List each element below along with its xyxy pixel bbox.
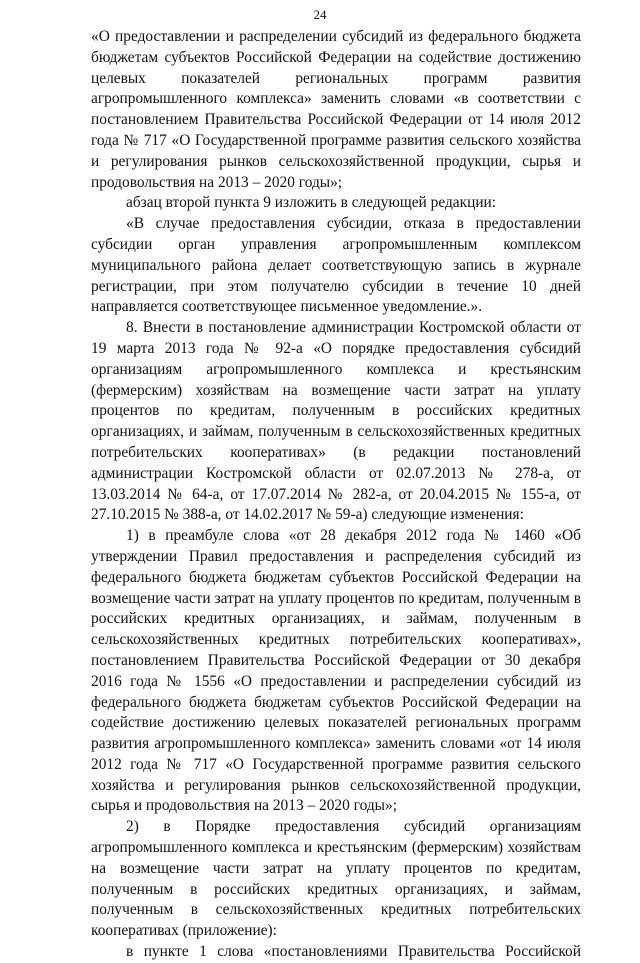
paragraph-subitem-1: 1) в преамбуле слова «от 28 декабря 2012 года № 1460 «Об утверждении Правил предоставления и распределения субсидий из федерального бюджета бюджетам субъектов Российской Федерации на возмещение части затрат на уплату процентов по кредитам, полученным в российских кредитных организациях, и займам, полученным в сельскохозяйственных кредитных потребительских кооперативах», постановлением Правительства Российской Федерации от 30 декабря 2016 года № 1556 «О предоставлении и распределении субсидий из федерального бюджета бюджетам субъектов Российской Федерации на содействие достижению целевых показателей региональных программ развития агропромышленного комплекса» заменить словами «от 14 июля 2012 года № 717 «О Государственной программе развития сельского хозяйства и регулирования рынков сельскохозяйственной продукции, сырья и продовольствия на 2013 – 2020 годы»; (91, 527, 581, 815)
paragraph-item-9-abzac: абзац второй пункта 9 изложить в следующей редакции: (126, 194, 497, 212)
paragraph-item-8: 8. Внести в постановление администрации Костромской области от 19 марта 2013 года № 92-а «О порядке предоставления субсидий организациям агропромышленного комплекса и крестьянским (фермерским) хозяйствам на возмещение части затрат на уплату процентов по кредитам, полученным в российских кредитных организациях, и займам, полученным в сельскохозяйственных кредитных потребительских кооперативах» (в редакции постановлений администрации Костромской области от 02.07.2013 № 278-а, от 13.03.2014 № 64-а, от 17.07.2014 № 282-а, от 20.04.2015 № 155-а, от 27.10.2015 № 388-а, от 14.02.2017 № 59-а) следующие изменения: (91, 319, 581, 524)
paragraph-point-1: в пункте 1 слова «постановлениями Правительства Российской (126, 943, 581, 961)
document-body (91, 27, 581, 963)
paragraph-subitem-2: 2) в Порядке предоставления субсидий организациям агропромышленного комплекса и крестьянским (фермерским) хозяйствам на возмещение части затрат на уплату процентов по кредитам, полученным в российских кредитных организациях, и займам, полученным в сельскохозяйственных кредитных потребительских кооперативах (приложение): (91, 818, 581, 940)
paragraph-quoted-text: «В случае предоставления субсидии, отказа в предоставлении субсидии орган управления агропромышленным комплексом муниципального района делает соответствующую запись в журнале регистрации, при этом получателю субсидии в течение 10 дней направляется соответствующее письменное уведомление.». (91, 215, 581, 316)
paragraph-continuation: «О предоставлении и распределении субсидий из федерального бюджета бюджетам субъектов Российской Федерации на содействие достижению целевых показателей региональных программ развития агропромышленного комплекса» заменить словами «в соответствии с постановлением Правительства Российской Федерации от 14 июля 2012 года № 717 «О Государственной программе развития сельского хозяйства и регулирования рынков сельскохозяйственной продукции, сырья и продовольствия на 2013 – 2020 годы»; (91, 28, 581, 191)
page-number: 24 (313, 7, 327, 22)
